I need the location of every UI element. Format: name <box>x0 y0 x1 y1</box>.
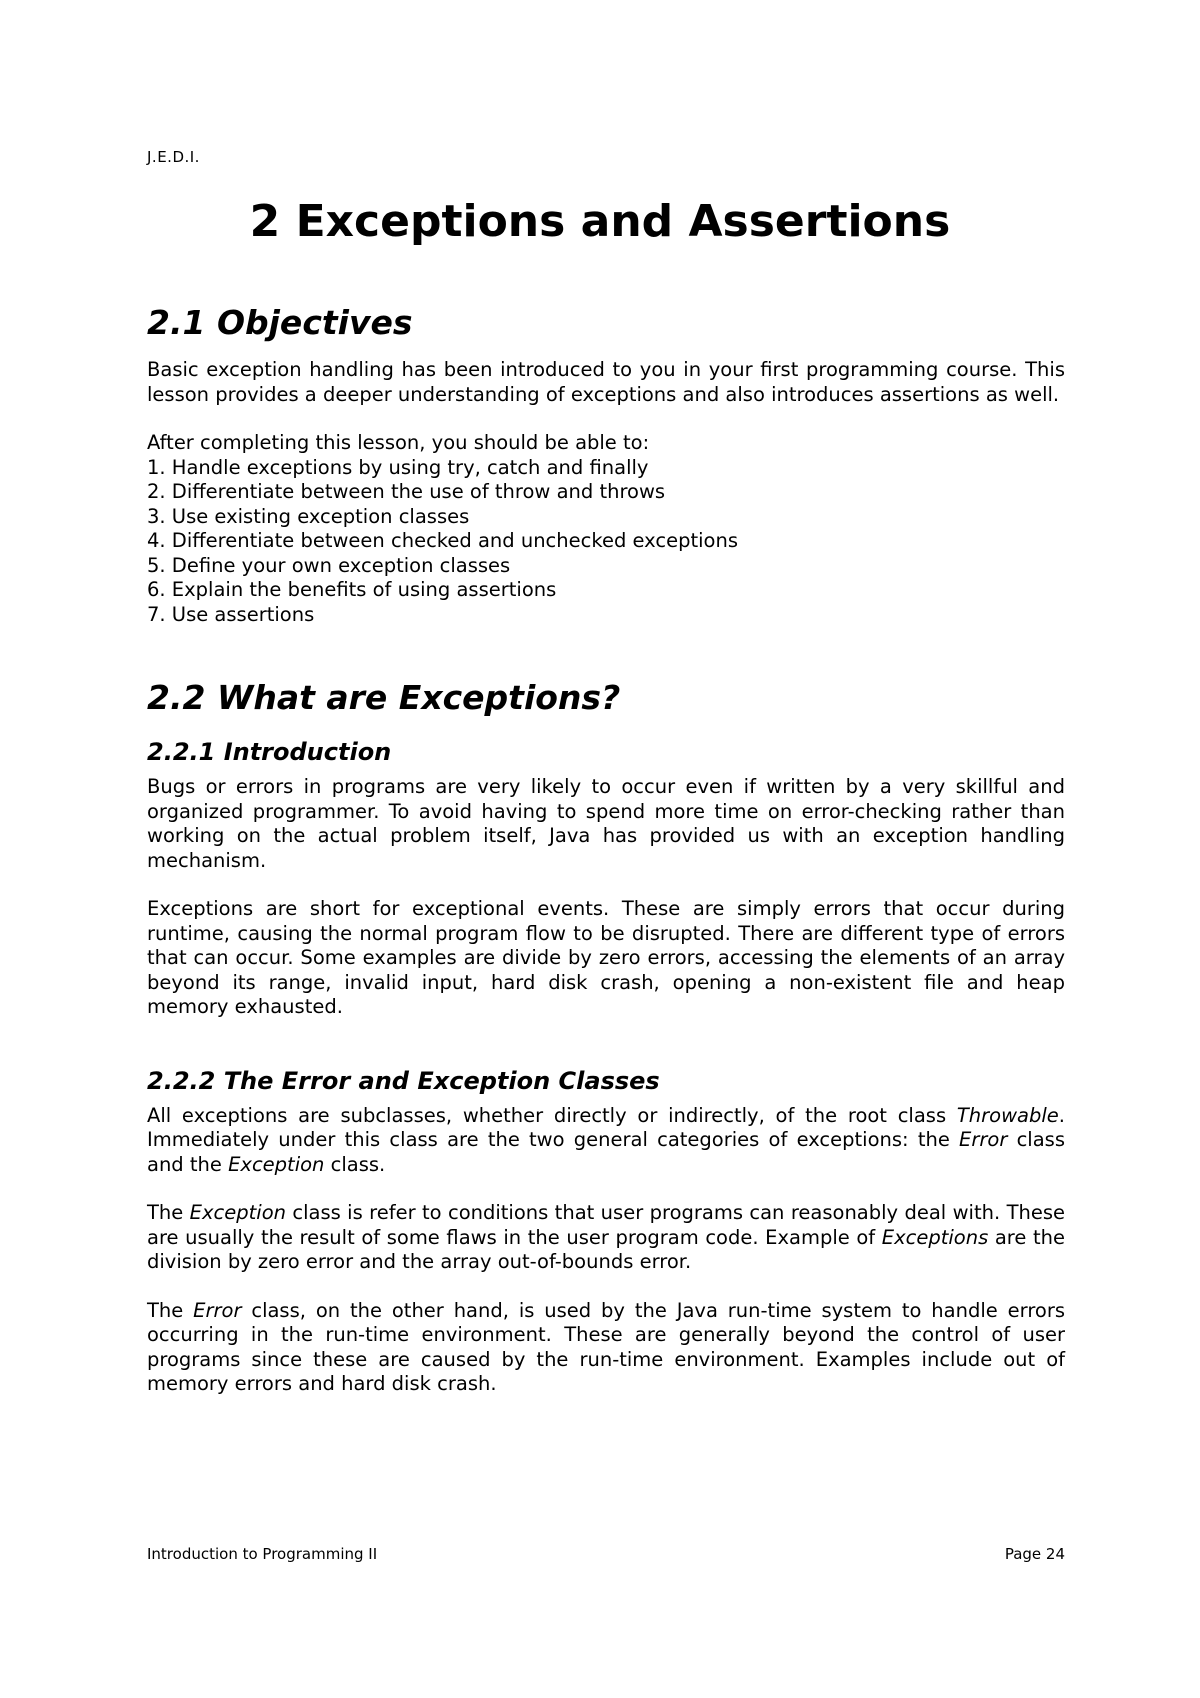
list-item: 1. Handle exceptions by using try, catch and finally <box>147 455 649 479</box>
subsection-heading-introduction: 2.2.1 Introduction <box>147 738 392 766</box>
footer-course-title: Introduction to Programming II <box>147 1545 378 1563</box>
objectives-paragraph: Basic exception handling has been introduced to you in your first programming course. This lesson provides a deeper understanding of exceptions and also introduces assertions as well. <box>147 358 1065 406</box>
introduction-paragraph-2: Exceptions are short for exceptional events. These are simply errors that occur during runtime, causing the normal program flow to be disrupted. There are different type of errors that can occur. Some examples are divide by zero errors, accessing the elements of an array beyond its range, invalid input, hard disk crash, opening a non-existent file and heap memory exhausted. <box>147 897 1065 1018</box>
list-item: 2. Differentiate between the use of throw and throws <box>147 480 666 503</box>
introduction-paragraph-1: Bugs or errors in programs are very likely to occur even if written by a very skillful and organized programmer. To avoid having to spend more time on error-checking rather than working on the actual problem itself, Java has provided us with an exception handling mechanism. <box>147 775 1065 872</box>
error-exception-paragraph-2: The Exception class is refer to conditions that user programs can reasonably deal with. These are usually the result of some flaws in the user program code. Example of Exceptions are the division by zero error and the array out-of-bounds error. <box>147 1201 1065 1273</box>
section-heading-what-are-exceptions: 2.2 What are Exceptions? <box>147 678 621 717</box>
page-content <box>147 300 1065 1397</box>
chapter-title: 2 Exceptions and Assertions <box>249 196 951 247</box>
list-item: 5. Define your own exception classes <box>147 553 511 577</box>
list-item: 7. Use assertions <box>147 602 315 626</box>
error-exception-paragraph-1: All exceptions are subclasses, whether directly or indirectly, of the root class Throwable. Immediately under this class are the two general categories of exceptions: the Error class and the Exception class. <box>147 1103 1065 1176</box>
subsection-heading-error-exception-classes: 2.2.2 The Error and Exception Classes <box>147 1066 660 1095</box>
page-footer <box>147 1545 1065 1563</box>
header-label: J.E.D.I. <box>147 148 200 166</box>
list-item: 6. Explain the benefits of using assertions <box>147 578 557 601</box>
list-item: 4. Differentiate between checked and unchecked exceptions <box>147 529 738 552</box>
section-heading-objectives: 2.1 Objectives <box>147 303 413 342</box>
objectives-list <box>147 456 1065 628</box>
error-exception-paragraph-3: The Error class, on the other hand, is used by the Java run-time system to handle errors occurring in the run-time environment. These are generally beyond the control of user programs since these are caused by the run-time environment. Examples include out of memory errors and hard disk crash. <box>147 1298 1066 1395</box>
objectives-intro: After completing this lesson, you should be able to: <box>147 431 650 454</box>
list-item: 3. Use existing exception classes <box>147 504 470 528</box>
footer-page-number: Page 24 <box>1004 1545 1065 1563</box>
